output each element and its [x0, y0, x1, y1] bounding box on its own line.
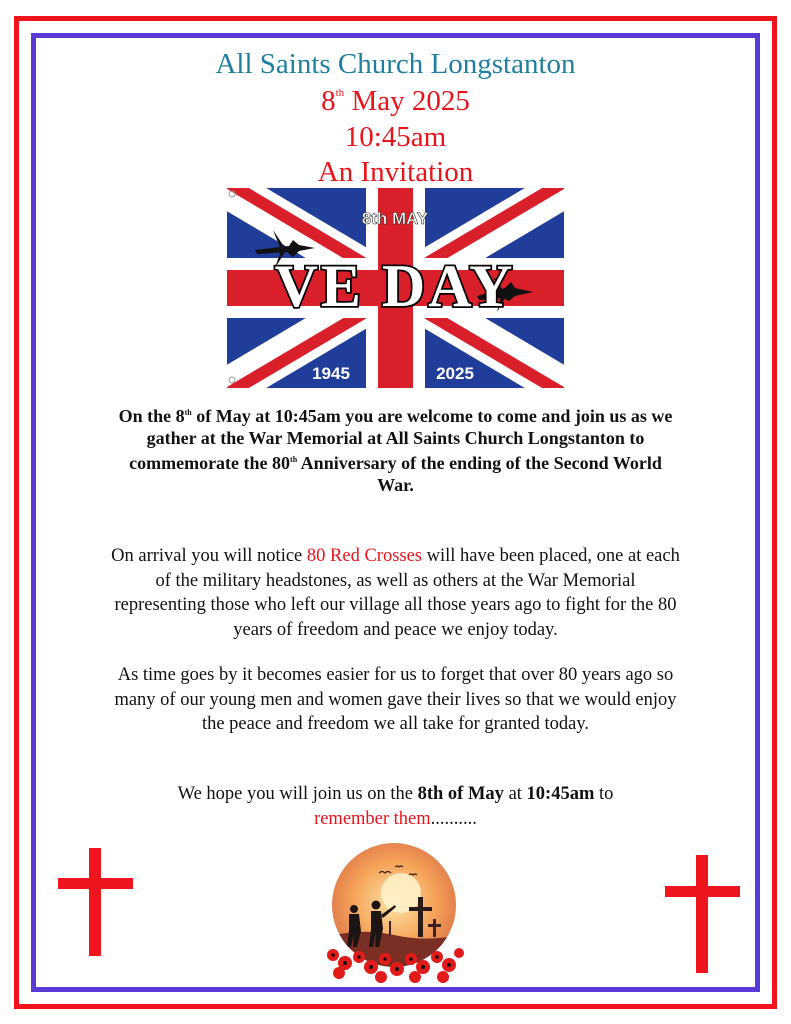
flag-top-text: 8th MAY [361, 209, 429, 228]
red-crosses-paragraph [110, 544, 681, 642]
crosses-text-a: On arrival you will notice [111, 546, 307, 566]
closing-date: 8th of May [417, 784, 504, 804]
closing-text-b: at [503, 784, 527, 804]
crosses-text-b: will have been placed, one at each of the military headstones, as well as others at the War Memorial representing those who left our village all those years ago to fight for the 80 years of freedom and peace we enjoy today. [114, 546, 680, 640]
flag-year-right: 2025 [436, 364, 474, 383]
remember-them: remember them [314, 808, 431, 829]
event-date [0, 87, 791, 116]
date-suffix: th [335, 87, 345, 100]
event-time: 10:45am [344, 121, 447, 153]
soldiers-poppies-illustration [319, 835, 469, 985]
closing-text-c: to [594, 784, 614, 804]
intro-sup-b: th [290, 455, 298, 464]
date-rest: May 2025 [344, 85, 470, 117]
date-day: 8 [321, 85, 336, 117]
closing-dots: .......... [430, 808, 477, 829]
intro-text-c: Anniversary of the ending of the Second World War. [297, 453, 662, 495]
remembrance-paragraph: As time goes by it becomes easier for us to forget that over 80 years ago so many of our young men and women gave their lives so that we would enjoy the peace and freedom we all take for granted today. [114, 665, 677, 734]
closing-time: 10:45am [526, 784, 595, 804]
intro-sup-a: th [184, 408, 192, 417]
flag-year-left: 1945 [312, 364, 350, 383]
red-cross-right-icon [665, 855, 740, 973]
crosses-highlight: 80 Red Crosses [306, 546, 423, 566]
intro-text-b: of May at 10:45am you are welcome to come and join us as we gather at the War Memorial at All Saints Church Longstanton to commemorate the 80 [129, 406, 673, 473]
red-cross-left-icon [58, 848, 133, 956]
church-title: All Saints Church Longstanton [215, 48, 576, 80]
intro-paragraph [110, 402, 681, 496]
ve-day-union-flag [227, 188, 564, 388]
closing-paragraph [110, 782, 681, 831]
closing-text-a: We hope you will join us on the [177, 784, 418, 804]
flag-main-text: VE DAY [274, 253, 516, 319]
invitation-heading: An Invitation [317, 156, 474, 188]
intro-text-a: On the 8 [118, 406, 185, 426]
